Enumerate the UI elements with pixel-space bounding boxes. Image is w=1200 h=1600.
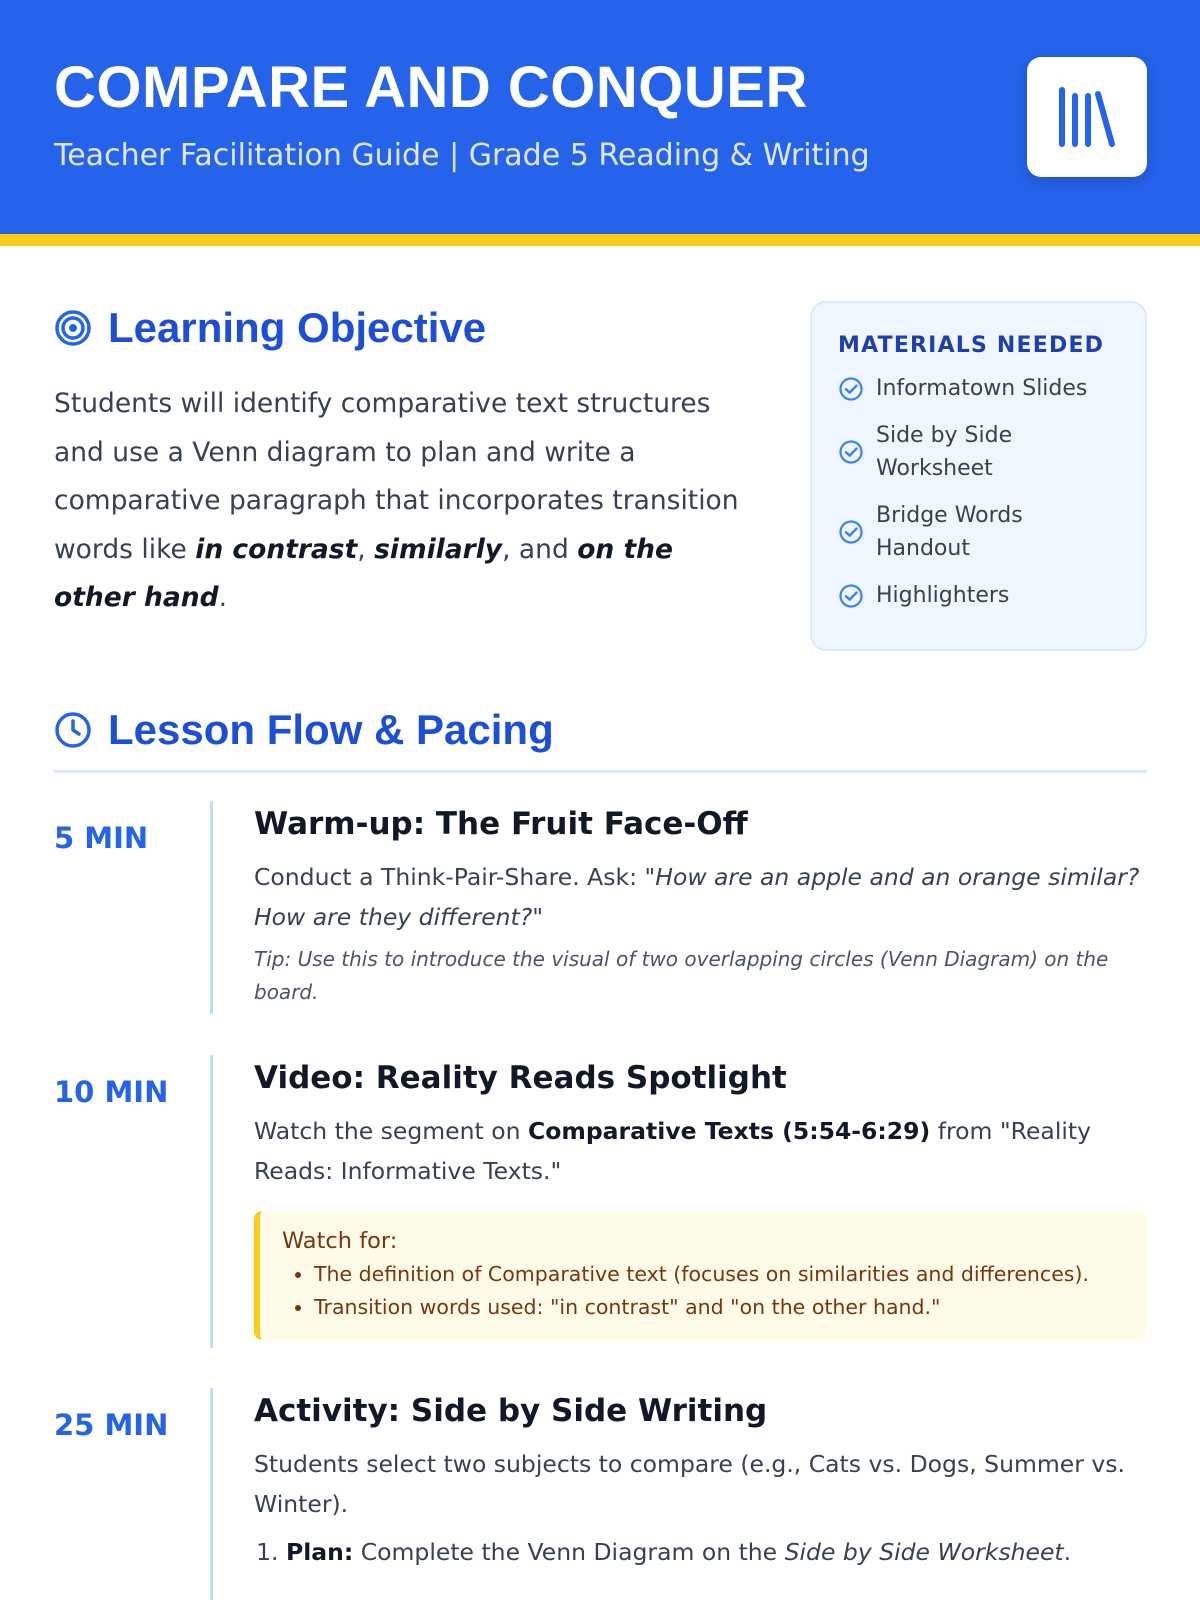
step-description: Conduct a Think-Pair-Share. Ask: "How are an apple and an orange similar? How are they different?" [254,863,1140,931]
check-circle-icon [838,519,864,545]
step-time: 25 MIN [54,1408,169,1442]
lesson-step [54,801,1147,1016]
logo-badge [1027,57,1147,177]
step-title: Activity: Side by Side Writing [254,1393,768,1429]
header-accent-stripe [0,234,1200,246]
check-circle-icon [838,439,864,465]
material-item [838,499,1145,565]
step-description: Watch the segment on Comparative Texts (5:54-6:29) from "Reality Reads: Informative Texts." [254,1117,1091,1185]
step-title: Warm-up: The Fruit Face-Off [254,806,748,842]
material-label: Highlighters [876,583,1010,608]
material-item [838,419,1145,485]
clock-icon [54,711,92,749]
material-item [838,372,1145,405]
callout-title: Watch for: [282,1228,398,1254]
check-circle-icon [838,583,864,609]
transition-term: similarly [374,533,503,565]
materials-title: MATERIALS NEEDED [838,333,1105,358]
activity-steps [254,1532,1147,1572]
step-tip: Tip: Use this to introduce the visual of two overlapping circles (Venn Diagram) on the board. [254,947,1109,1004]
objective-text: Students will identify comparative text structures and use a Venn diagram to plan and write a comparative paragraph that incorporates transition words like in contrast, similarly, and on the other hand. [54,388,739,613]
step-time: 10 MIN [54,1075,169,1109]
step-time: 5 MIN [54,821,149,855]
material-label: Informatown Slides [876,376,1088,401]
page-title: COMPARE AND CONQUER [54,55,808,120]
objective-heading [54,300,486,356]
page-subtitle: Teacher Facilitation Guide | Grade 5 Reading & Writing [54,138,870,173]
check-circle-icon [838,376,864,402]
lesson-step [54,1055,1147,1350]
lesson-flow-title: Lesson Flow & Pacing [108,706,554,753]
objective-title: Learning Objective [108,304,487,351]
lesson-flow-heading [54,702,554,758]
target-icon [54,309,92,347]
divider [54,770,1147,773]
watch-for-callout [254,1211,1147,1340]
list-item: • Transition words used: "in contrast" and "on the other hand." [314,1291,1127,1324]
library-books-icon [1056,86,1118,148]
list-item: 1. Plan: Complete the Venn Diagram on the Side by Side Worksheet. [286,1532,1147,1572]
materials-card [810,301,1147,651]
timeline-line [210,801,213,1014]
transition-term: on the other hand [54,533,674,613]
header-banner [0,0,1200,234]
transition-term: in contrast [195,533,358,565]
step-title: Video: Reality Reads Spotlight [254,1060,787,1096]
lesson-step [54,1388,1147,1600]
material-label: Side by Side Worksheet [876,423,1013,481]
timeline-line [210,1055,213,1348]
timeline-line [210,1388,213,1600]
material-item [838,579,1145,612]
material-label: Bridge Words Handout [876,503,1023,561]
list-item: • The definition of Comparative text (focuses on similarities and differences). [314,1258,1127,1291]
step-description: Students select two subjects to compare (e.g., Cats vs. Dogs, Summer vs. Winter). [254,1450,1125,1518]
